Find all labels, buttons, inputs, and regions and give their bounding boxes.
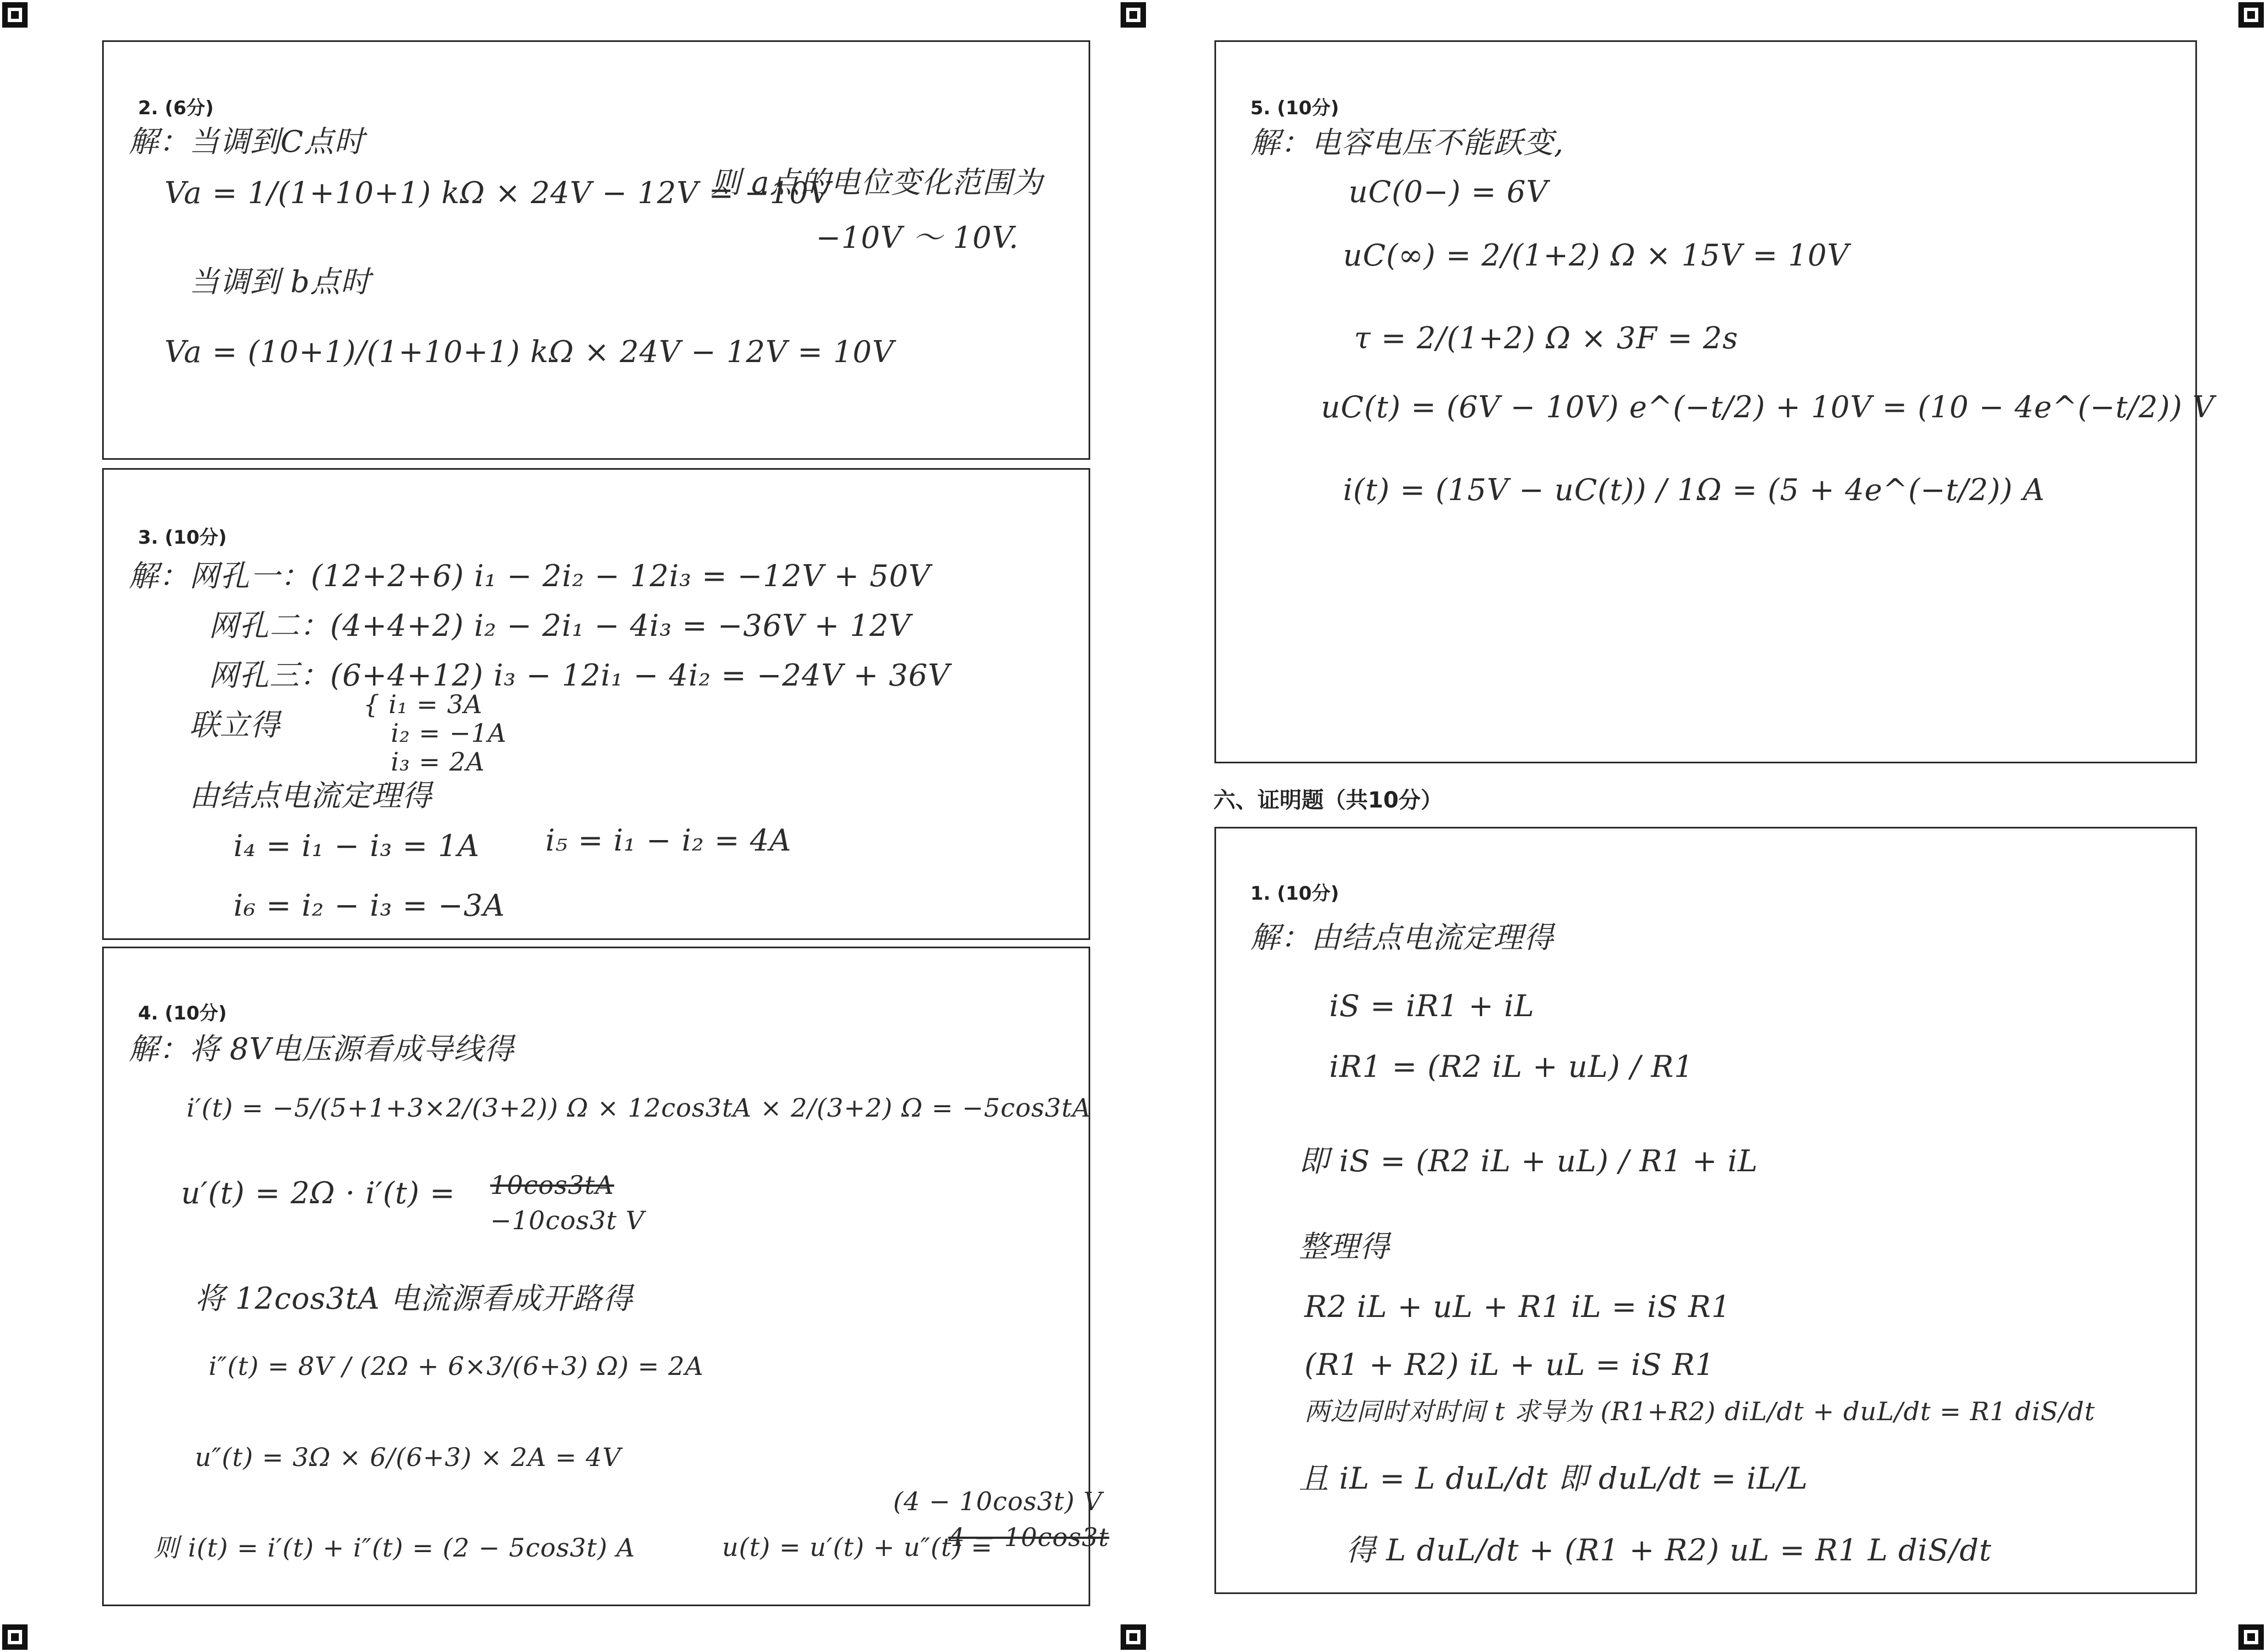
solution-line: Va = (10+1)/(1+10+1) kΩ × 24V − 12V = 10V: [164, 334, 895, 369]
solution-line: 解：当调到C点时: [129, 124, 365, 159]
struck-out-text: 10cos3tA: [490, 1170, 614, 1200]
solution-line: 网孔三：(6+4+12) i₃ − 12i₁ − 4i₂ = −24V + 36V: [209, 658, 951, 693]
answer-box-q2: [102, 40, 1090, 460]
solution-line: i₃ = 2A: [391, 747, 485, 777]
solution-line: i″(t) = 8V / (2Ω + 6×3/(6+3) Ω) = 2A: [209, 1351, 704, 1381]
question-label: 2. (6分): [138, 97, 214, 119]
solution-line: i₂ = −1A: [391, 718, 507, 748]
solution-line: u(t) = u′(t) + u″(t) =: [722, 1532, 993, 1562]
struck-out-text: 4 − 10cos3t: [948, 1522, 1110, 1552]
corner-marker-bottom-left: [2, 1624, 28, 1650]
answer-box-q3: [102, 468, 1090, 940]
question-label: 3. (10分): [138, 527, 227, 549]
solution-line: i₅ = i₁ − i₂ = 4A: [545, 823, 792, 858]
question-label: 4. (10分): [138, 1002, 227, 1024]
solution-line: 且 iL = L duL/dt 即 duL/dt = iL/L: [1299, 1461, 1808, 1496]
solution-line: 网孔二：(4+4+2) i₂ − 2i₁ − 4i₃ = −36V + 12V: [209, 608, 911, 643]
answer-box-proof-1: [1214, 827, 2197, 1594]
solution-line: { i₁ = 3A: [363, 689, 483, 719]
corner-marker-bottom-right: [2238, 1624, 2264, 1650]
solution-line: 解：由结点电流定理得: [1250, 920, 1554, 955]
solution-line: u″(t) = 3Ω × 6/(6+3) × 2A = 4V: [195, 1442, 622, 1472]
solution-line: 即 iS = (R2 iL + uL) / R1 + iL: [1299, 1144, 1758, 1178]
question-label: 1. (10分): [1250, 883, 1339, 905]
solution-line: uC(0−) = 6V: [1349, 174, 1548, 209]
solution-line: 解：将 8V电压源看成导线得: [129, 1032, 514, 1066]
solution-line: i′(t) = −5/(5+1+3×2/(3+2)) Ω × 12cos3tA × 2/(3+2) Ω = −5cos3tA: [187, 1093, 1091, 1123]
solution-line: 将 12cos3tA 电流源看成开路得: [195, 1281, 633, 1316]
solution-line: uC(t) = (6V − 10V) e^(−t/2) + 10V = (10 − 4e^(−t/2)) V: [1321, 390, 2215, 424]
corner-marker-top-right: [2238, 2, 2264, 28]
solution-line: (R1 + R2) iL + uL = iS R1: [1304, 1347, 1715, 1382]
solution-line: i(t) = (15V − uC(t)) / 1Ω = (5 + 4e^(−t/2)) A: [1343, 472, 2045, 507]
corner-marker-bottom-center: [1121, 1624, 1146, 1650]
solution-line: 整理得: [1299, 1229, 1390, 1264]
solution-line: 解：电容电压不能跃变,: [1250, 125, 1564, 160]
solution-line: 联立得: [189, 708, 280, 742]
solution-line: 当调到 b点时: [189, 264, 371, 299]
solution-line: uC(∞) = 2/(1+2) Ω × 15V = 10V: [1343, 238, 1849, 273]
solution-line: Va = 1/(1+10+1) kΩ × 24V − 12V = −10V: [164, 176, 831, 210]
solution-line: −10cos3t V: [490, 1205, 645, 1235]
solution-line: (4 − 10cos3t) V: [893, 1486, 1103, 1516]
question-label: 5. (10分): [1250, 97, 1339, 119]
answer-box-q4: [102, 947, 1110, 1606]
section-title: 六、证明题（共10分）: [1213, 788, 1443, 813]
solution-line: 解：网孔一：(12+2+6) i₁ − 2i₂ − 12i₃ = −12V + 50V: [129, 559, 931, 593]
solution-line: u′(t) = 2Ω · i′(t) =: [181, 1176, 455, 1210]
solution-line: −10V ～ 10V.: [816, 220, 1019, 255]
solution-line: 得 L duL/dt + (R1 + R2) uL = R1 L diS/dt: [1346, 1533, 1992, 1568]
solution-line: τ = 2/(1+2) Ω × 3F = 2s: [1354, 321, 1739, 355]
solution-line: i₄ = i₁ − i₃ = 1A: [234, 828, 480, 863]
solution-line: 两边同时对时间 t 求导为 (R1+R2) diL/dt + duL/dt = R1 diS/dt: [1304, 1396, 2095, 1426]
solution-line: iR1 = (R2 iL + uL) / R1: [1329, 1049, 1694, 1084]
solution-line: 则 i(t) = i′(t) + i″(t) = (2 − 5cos3t) A: [153, 1533, 635, 1563]
corner-marker-top-center: [1121, 2, 1146, 28]
answer-box-q5: [1214, 40, 2215, 763]
solution-line: i₆ = i₂ − i₃ = −3A: [234, 888, 506, 923]
solution-line: iS = iR1 + iL: [1329, 989, 1535, 1023]
solution-line: 则 a点的电位变化范围为: [711, 165, 1043, 200]
corner-marker-top-left: [2, 2, 28, 28]
solution-line: R2 iL + uL + R1 iL = iS R1: [1304, 1289, 1731, 1324]
solution-line: 由结点电流定理得: [189, 778, 432, 813]
